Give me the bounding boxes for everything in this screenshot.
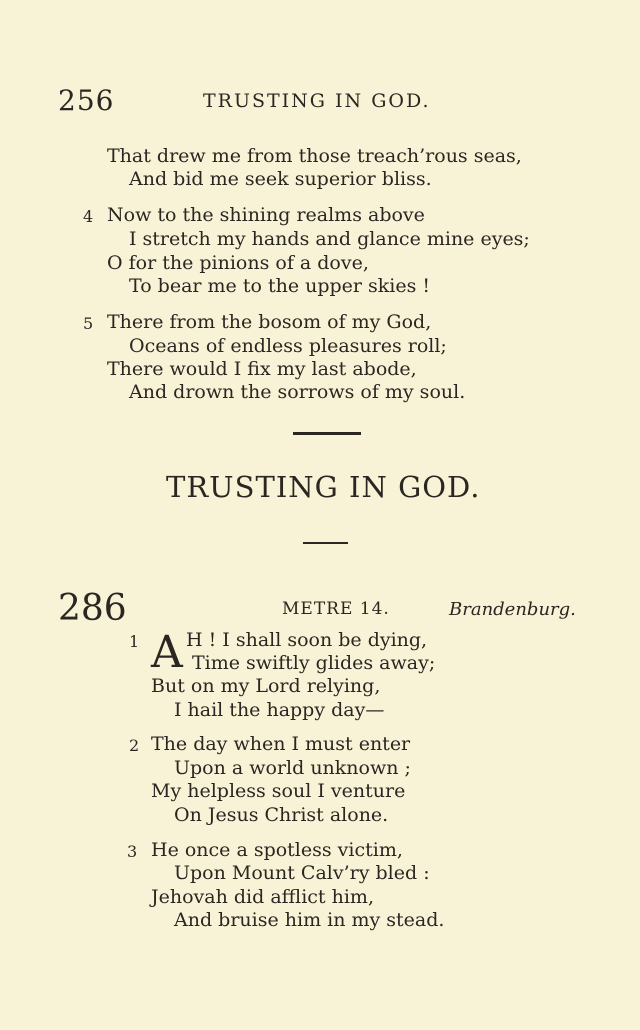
- verse-line: Now to the shining realms above: [107, 204, 425, 226]
- verse-line: H ! I shall soon be dying,: [186, 629, 428, 651]
- verse-line: And bid me seek superior bliss.: [129, 168, 432, 190]
- verse-line: Time swiftly glides away;: [192, 652, 436, 674]
- verse-line: Jehovah did afflict him,: [151, 886, 374, 908]
- verse-line: On Jesus Christ alone.: [174, 804, 389, 826]
- verse-line: Oceans of endless pleasures roll;: [129, 335, 447, 357]
- page-number: 256: [58, 84, 115, 117]
- stanza-number: 3: [127, 842, 138, 861]
- verse-line: Upon a world unknown ;: [174, 757, 411, 779]
- verse-line: I stretch my hands and glance mine eyes;: [129, 228, 530, 250]
- hymn-number: 286: [58, 588, 127, 629]
- verse-line: And bruise him in my stead.: [174, 909, 445, 931]
- metre-label: METRE 14.: [282, 599, 390, 619]
- verse-line: And drown the sorrows of my soul.: [129, 381, 466, 403]
- verse-line: I hail the happy day—: [174, 699, 385, 721]
- verse-line: There would I fix my last abode,: [107, 358, 417, 380]
- stanza-number: 4: [83, 207, 94, 226]
- verse-line: But on my Lord relying,: [151, 675, 381, 697]
- verse-line: My helpless soul I venture: [151, 780, 406, 802]
- verse-line: He once a spotless victim,: [151, 839, 403, 861]
- running-head: TRUSTING IN GOD.: [203, 90, 431, 112]
- title-rule: [303, 542, 348, 544]
- tune-name: Brandenburg.: [449, 599, 576, 620]
- verse-line: Upon Mount Calv’ry bled :: [174, 862, 430, 884]
- stanza-number: 5: [83, 314, 94, 333]
- verse-line: That drew me from those treach’rous seas,: [107, 145, 522, 167]
- verse-line: To bear me to the upper skies !: [129, 275, 431, 297]
- verse-line: There from the bosom of my God,: [107, 311, 432, 333]
- verse-line: O for the pinions of a dove,: [107, 252, 369, 274]
- section-rule: [293, 432, 361, 435]
- drop-cap: A: [151, 627, 183, 678]
- section-title: TRUSTING IN GOD.: [166, 470, 481, 504]
- stanza-number: 1: [129, 632, 140, 651]
- stanza-number: 2: [129, 736, 140, 755]
- verse-line: The day when I must enter: [151, 733, 411, 755]
